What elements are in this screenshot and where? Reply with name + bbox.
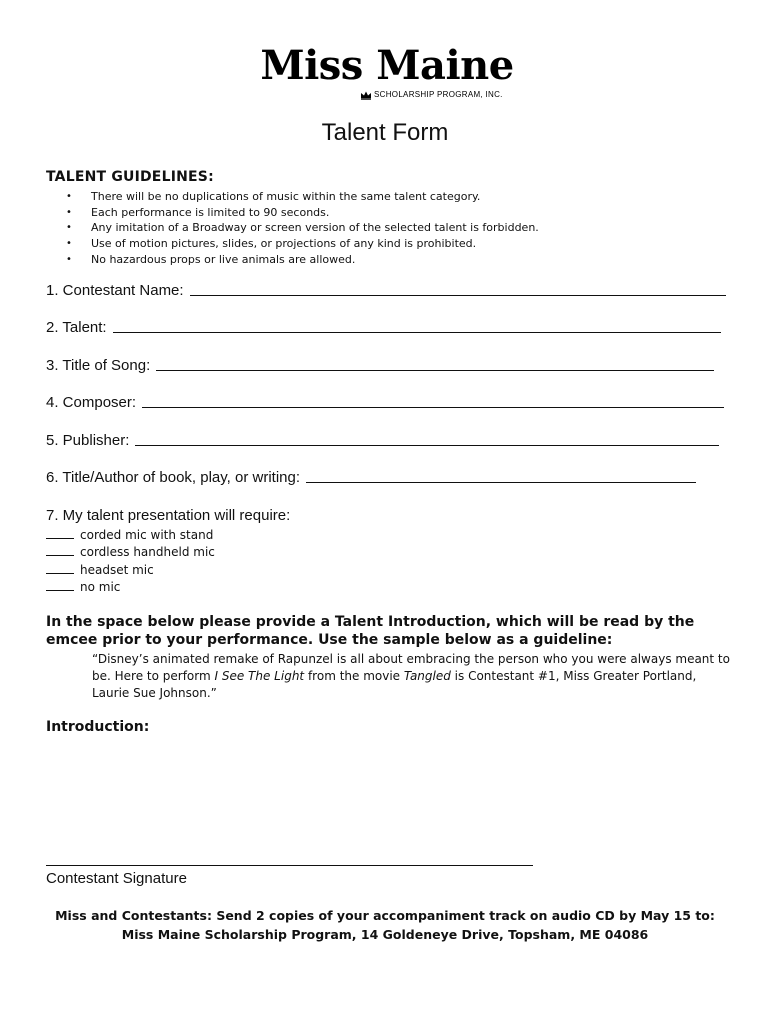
talent-field [46,319,721,336]
signature-line[interactable] [46,865,533,866]
requirement-label: headset mic [80,562,154,577]
sample-text: is Contestant #1, Miss Greater Portland, Laurie Sue Johnson.” [92,669,697,700]
guideline-text: Each performance is limited to 90 seconds. [91,205,330,219]
form-title: Talent Form [321,119,449,146]
requirement-option [46,526,215,543]
field-label: 6. Title/Author of book, play, or writing: [46,469,301,486]
sample-text: “Disney’s animated remake of Rapunzel is all about embracing the person who you were always meant to be. Here to perform [92,652,730,683]
requirement-blank[interactable] [46,561,74,574]
sample-song-title: I See The Light [214,669,305,683]
guidelines-heading: TALENT GUIDELINES: [46,169,214,185]
crown-icon [360,90,372,100]
requirement-label: no mic [80,579,121,594]
publisher-field [46,432,719,449]
guideline-item: • No hazardous props or live animals are allowed. [66,252,356,266]
book-author-field [46,469,696,486]
footer [0,906,770,944]
requirement-option [46,578,215,595]
footer-line-2: Miss Maine Scholarship Program, 14 Goldeneye Drive, Topsham, ME 04086 [121,927,649,942]
signature-label: Contestant Signature [46,870,187,887]
guideline-text: No hazardous props or live animals are allowed. [91,252,356,266]
requirement-blank[interactable] [46,543,74,556]
contestant-name-field [46,282,726,299]
requirement-option [46,561,215,578]
guideline-item: • There will be no duplications of music within the same talent category. [66,190,481,203]
sample-introduction [92,651,732,702]
publisher-input[interactable] [135,444,719,446]
field-label: 3. Title of Song: [46,357,151,374]
guideline-item: • Each performance is limited to 90 seconds. [66,205,330,219]
composer-input[interactable] [142,406,724,408]
requirement-label: corded mic with stand [80,528,214,542]
logo [246,42,536,102]
introduction-label: Introduction: [46,719,150,735]
guideline-text: Any imitation of a Broadway or screen version of the selected talent is forbidden. [91,221,539,235]
book-author-input[interactable] [306,481,696,483]
requirement-blank[interactable] [46,578,74,591]
field-label: 4. Composer: [46,394,137,411]
guideline-text: There will be no duplications of music within the same talent category. [91,190,481,203]
guideline-item: • Use of motion pictures, slides, or projections of any kind is prohibited. [66,237,477,251]
field-label: 2. Talent: [46,319,107,336]
requirement-option [46,543,215,560]
requirement-blank[interactable] [46,526,74,539]
logo-title: Miss Maine [260,42,514,89]
sample-text: from the movie [304,669,404,683]
requirements-heading: 7. My talent presentation will require: [46,507,291,524]
field-label: 1. Contestant Name: [46,282,184,299]
guideline-item: • Any imitation of a Broadway or screen version of the selected talent is forbidden. [66,221,539,235]
sample-movie-title: Tangled [403,669,451,683]
footer-line-1: Miss and Contestants: Send 2 copies of your accompaniment track on audio CD by May 15 to: [55,908,715,923]
field-label: 5. Publisher: [46,432,130,449]
logo-subtitle: SCHOLARSHIP PROGRAM, INC. [374,90,503,99]
guideline-text: Use of motion pictures, slides, or projections of any kind is prohibited. [91,237,477,251]
guidelines-list [66,189,539,267]
composer-field [46,394,724,411]
requirements-list [46,526,215,595]
song-title-input[interactable] [156,369,714,371]
introduction-instructions: In the space below please provide a Talent Introduction, which will be read by the emcee prior to your performance. Use the sample below as a guideline: [46,614,695,648]
contestant-name-input[interactable] [190,294,726,296]
requirement-label: cordless handheld mic [80,545,215,560]
talent-input[interactable] [113,331,721,333]
song-title-field [46,357,714,374]
